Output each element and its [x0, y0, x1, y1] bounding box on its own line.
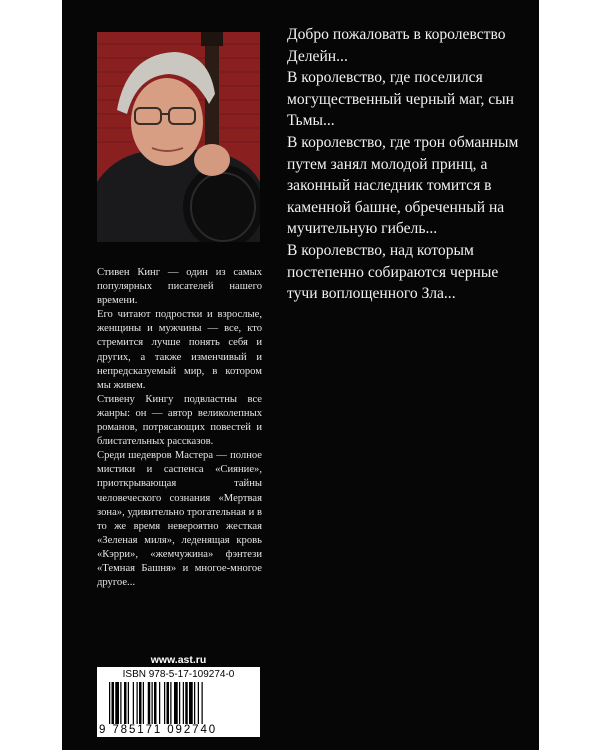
- bio-paragraph: Его читают подростки и взрослые, женщины и мужчины — все, кто стремится лучше понять себя и других, а также изменчивый и непредсказуемый мир, в котором мы живем.: [97, 309, 262, 391]
- barcode-digits: 9 785171 092740: [99, 724, 218, 736]
- blurb-paragraph: В королевство, где поселился могущественный черный маг, сын Тьмы...: [287, 69, 514, 130]
- barcode-bars: [109, 682, 249, 724]
- book-blurb: [287, 24, 527, 305]
- blurb-paragraph: Добро пожаловать в королевство Делейн...: [287, 26, 506, 65]
- bio-paragraph: Среди шедевров Мастера — полное мистики и саспенса «Сияние», приоткрывающая тайны человеческого сознания «Мертвая зона», удивительно трогательная и в то же время невероятно жесткая «Зеленая миля», леденящая кровь «Кэрри», «жемчужина» фэнтези «Темная Башня» и многое-многое другое...: [97, 450, 262, 589]
- author-photo: [97, 32, 260, 242]
- barcode-block: [97, 667, 260, 737]
- author-bio: [97, 266, 262, 590]
- blurb-paragraph: В королевство, над которым постепенно собираются черные тучи воплощенного Зла...: [287, 241, 499, 303]
- blurb-paragraph: В королевство, где трон обманным путем занял молодой принц, а законный наследник томится в каменной башне, обреченный на мучительную гибель...: [287, 133, 519, 238]
- isbn-label: ISBN 978-5-17-109274-0: [122, 669, 235, 680]
- bio-paragraph: Стивен Кинг — один из самых популярных писателей нашего времени.: [97, 267, 262, 307]
- bio-paragraph: Стивену Кингу подвластны все жанры: он — автор великолепных романов, потрясающих повестей и блистательных рассказов.: [97, 393, 262, 448]
- publisher-website: www.ast.ru: [150, 654, 207, 666]
